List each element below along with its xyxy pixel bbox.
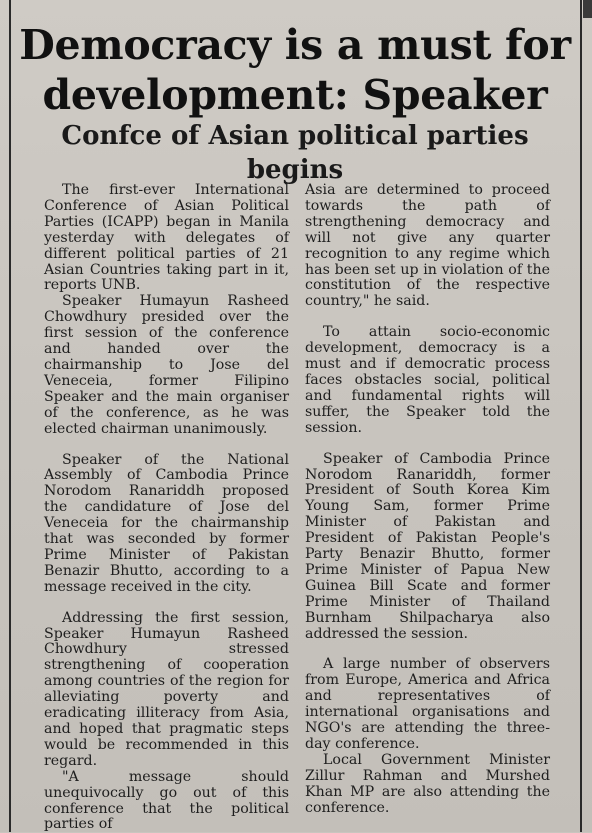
column-rule-right <box>580 0 582 832</box>
article-column-right <box>305 183 550 817</box>
paragraph: The first-ever International Conference of Asian Political Parties (ICAPP) began in Manila yesterday with delegates of different political parties of 21 Asian Countries taking part in it, reports UNB. <box>44 182 289 294</box>
paragraph: Speaker of the National Assembly of Cambodia Prince Norodom Ranariddh proposed the candidature of Jose del Veneceia for the chairmanship that was seconded by former Prime Minister of Pakistan Benazir Bhutto, according to a message received in the city. <box>44 451 289 595</box>
column-rule-left <box>9 0 11 832</box>
paragraph: Addressing the first session, Speaker Humayun Rasheed Chowdhury stressed strengthening of cooperation among countries of the region for alleviating poverty and eradicating illiteracy from Asia, and hoped that pragmatic steps would be recommended in this regard. <box>44 609 289 769</box>
paragraph: Speaker Humayun Rasheed Chowdhury presided over the first session of the conference and handed over the chairmanship to Jose del Veneceia, former Filipino Speaker and the main organiser of the conference, as he was elected chairman unanimously. <box>44 293 289 437</box>
paragraph: To attain socio-economic development, democracy is a must and if democratic process faces obstacles social, political and fundamental rights will suffer, the Speaker told the session. <box>305 324 550 436</box>
paragraph: Local Government Minister Zillur Rahman and Murshed Khan MP are also attending the conference. <box>305 751 550 816</box>
paragraph: Speaker of Cambodia Prince Norodom Ranariddh, former President of South Korea Kim Young Sam, former Prime Minister of Pakistan and President of Pakistan People's Party Benazir Bhutto, former Prime Minister of Papua New Guinea Bill Scate and former Prime Minister of Thailand Burnham Shilpacharya also addressed the session. <box>305 450 550 642</box>
paragraph: Asia are determined to proceed towards the path of strengthening democracy and will not give any quarter recognition to any regime which has been set up in violation of the constitution of the respective country," he said. <box>305 182 550 310</box>
subheadline: Confce of Asian political parties begins <box>61 121 529 185</box>
headline-line-1: Democracy is a must for <box>19 21 571 69</box>
paragraph: "A message should unequivocally go out of this conference that the political parties of <box>44 768 289 833</box>
headline-line-2: development: Speaker <box>42 71 548 119</box>
corner-mark <box>583 0 592 18</box>
article-column-left <box>44 183 289 833</box>
paragraph: A large number of observers from Europe, America and Africa and representatives of international organisations and NGO's are attending the three-day conference. <box>305 656 550 752</box>
